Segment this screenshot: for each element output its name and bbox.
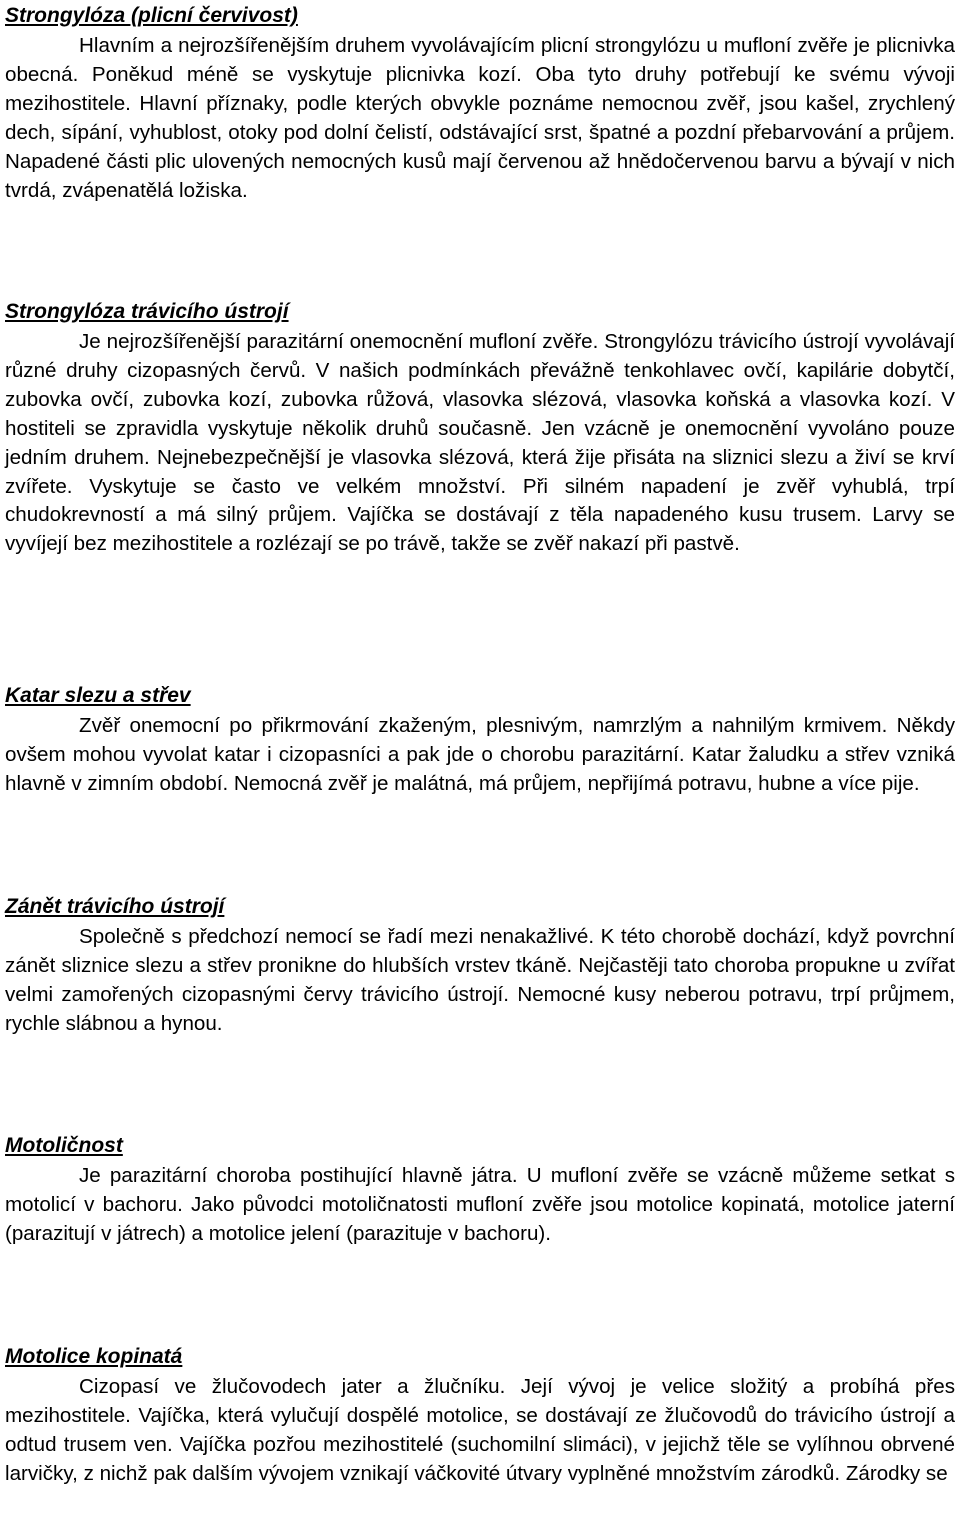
section-heading: Zánět trávicího ústrojí [5, 895, 225, 918]
section-motolice-kopinata [5, 1342, 955, 1489]
section-heading: Motoličnost [5, 1134, 123, 1157]
section-heading: Strongylóza (plicní červivost) [5, 4, 298, 27]
section-paragraph: Zvěř onemocní po přikrmování zkaženým, plesnivým, namrzlým a nahnilým krmivem. Někdy ovšem mohou vyvolat katar i cizopasníci a pak jde o chorobu parazitární. Katar žaludku a střev vzniká hlavně v zimním období. Nemocná zvěř je malátná, má průjem, nepřijímá potravu, hubne a více pije. [5, 714, 955, 795]
section-paragraph: Je parazitární choroba postihující hlavně játra. U mufloní zvěře se vzácně můžeme setkat s motolicí v bachoru. Jako původci motoličnatosti mufloní zvěře jsou motolice kopinatá, motolice jaterní (parazitují v játrech) a motolice jelení (parazituje v bachoru). [5, 1164, 955, 1245]
section-heading: Motolice kopinatá [5, 1345, 183, 1368]
section-paragraph: Společně s předchozí nemocí se řadí mezi nenakažlivé. K této chorobě dochází, když povrchní zánět sliznice slezu a střev pronikne do hlubších vrstev tkáně. Nejčastěji tato choroba propukne u zvířat velmi zamořených cizopasnými červy trávicího ústrojí. Nemocné kusy neberou potravu, trpí průjmem, rychle slábnou a hynou. [5, 925, 955, 1035]
section-katar-slezu [5, 681, 955, 799]
section-strongyloza-travici [5, 297, 955, 559]
section-paragraph: Cizopasí ve žlučovodech jater a žlučníku. Její vývoj je velice složitý a probíhá přes mezihostitele. Vajíčka, která vylučují dospělé motolice, se dostávají ze žlučovodů do trávicího ústrojí a odtud trusem ven. Vajíčka pozřou mezihostitelé (suchomilní slimáci), v jejichž těle se vylíhnou obrvené larvičky, z nichž pak dalším vývojem vznikají váčkovité útvary vyplněné množstvím zárodků. Zárodky se [5, 1375, 955, 1485]
section-heading: Katar slezu a střev [5, 684, 191, 707]
section-heading: Strongylóza trávicího ústrojí [5, 300, 289, 323]
section-paragraph: Hlavním a nejrozšířenějším druhem vyvolávajícím plicní strongylózu u mufloní zvěře je plicnivka obecná. Poněkud méně se vyskytuje plicnivka kozí. Oba tyto druhy potřebují ke svému vývoji mezihostitele. Hlavní příznaky, podle kterých obvykle poznáme nemocnou zvěř, jsou kašel, zrychlený dech, sípání, vyhublost, otoky pod dolní čelistí, odstávající srst, špatné a pozdní přebarvování a průjem. Napadené části plic ulovených nemocných kusů mají červenou až hnědočervenou barvu a bývají v nich tvrdá, zvápenatělá ložiska. [5, 34, 955, 202]
section-motolicnost [5, 1131, 955, 1249]
section-paragraph: Je nejrozšířenější parazitární onemocnění mufloní zvěře. Strongylózu trávicího ústrojí vyvolávají různé druhy cizopasných červů. V našich podmínkách převážně tenkohlavec ovčí, kapilárie dobytčí, zubovka ovčí, zubovka kozí, zubovka růžová, vlasovka slézová, vlasovka koňská a vlasovka kozí. V hostiteli se zpravidla vyskytuje několik druhů současně. Jen vzácně je onemocnění vyvoláno pouze jedním druhem. Nejnebezpečnější je vlasovka slézová, která žije přisáta na sliznici slezu a živí se krví zvířete. Vyskytuje se často ve velkém množství. Při silném napadení je zvěř vyhublá, trpí chudokrevností a má silný průjem. Vajíčka se dostávají z těla napadeného kusu trusem. Larvy se vyvíjejí bez mezihostitele a rozlézají se po trávě, takže se zvěř nakazí při pastvě. [5, 330, 955, 556]
section-strongyloza-plicni [5, 1, 955, 205]
section-zanet-travici [5, 892, 955, 1039]
